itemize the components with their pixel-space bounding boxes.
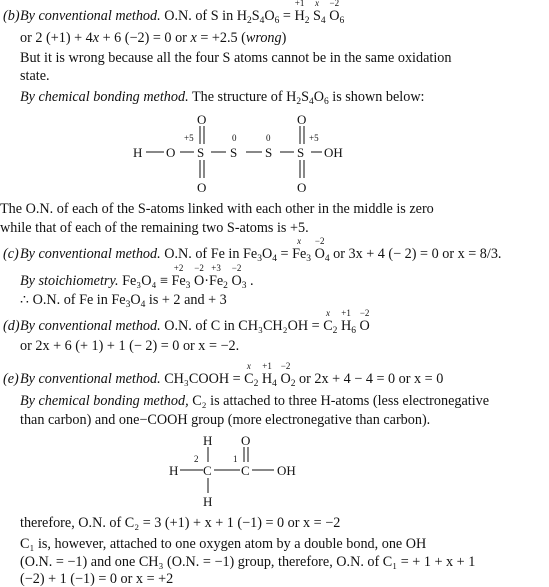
struct-o-top-right: O [297,112,307,127]
struct-p5-left: +5 [184,133,194,143]
struct-o-top-left: O [197,112,207,127]
struct-zero-2: 0 [266,133,271,143]
struct-h: H [133,145,143,160]
e-c1-line2: (O.N. = −1) and one CH₃ (O.N. = −1) group, therefore, O.N. of C₁ = + 1 + x + 1 [20,554,476,570]
b-conv-title: By conventional method. [20,8,161,24]
d-conventional-line: By conventional method. O.N. of C in CH₃CH₂OH = x $C_2$ +1 $H_6$ −2 O [20,308,370,336]
label-d: (d) [3,318,20,334]
b-wrong-line1: But it is wrong because all the four S atoms cannot be in the same oxidation [20,50,452,66]
b-wrong-line2: state. [20,68,50,84]
label-c: (c) [3,246,19,262]
b-ox-o: −2 O [329,0,340,24]
struct-zero-1: 0 [232,133,237,143]
struct-s3: S [265,145,273,160]
ch3-h-top: H [203,433,213,448]
e-conventional-line: By conventional method. CH₃COOH = x $C_2$ +1 $H_4$ −2 $O_2$ or 2x + 4 − 4 = 0 or x = 0 [20,361,444,389]
ch3-h-bottom: H [203,494,213,509]
label-e: (e) [3,371,19,387]
ch3-h-left: H [169,463,179,478]
b-on-line2: while that of each of the remaining two S-atoms is +5. [0,220,309,236]
c2-atom: C [203,463,212,478]
struct-o-left: O [166,145,176,160]
struct-o-bottom-right: O [297,180,307,195]
b-conventional-line: By conventional method. O.N. of S in $H_2S_4O_6$ = +1 $H_2$ x $S_4$ −2 $O_6$ [20,0,345,26]
carbonyl-o: O [241,433,251,448]
label-b: (b) [3,8,20,24]
struct-p5-right: +5 [309,133,319,143]
c-conventional-line: By conventional method. O.N. of Fe in $Fe_3O_4$ = x $Fe_3$ −2 $O_4$ or 3x + 4 (− 2) = 0 or x = 8/3. [20,236,502,264]
b-equation: or 2 (+1) + 4x + 6 (−2) = 0 or x = +2.5 (wrong) [20,30,287,46]
struct-o-bottom-left: O [197,180,207,195]
e-c1-line1: C₁ is, however, attached to one oxygen atom by a double bond, one OH [20,536,427,552]
e-chem-line1: By chemical bonding method, C₂ is attached to three H-atoms (less electronegative [20,393,490,409]
d-equation: or 2x + 6 (+ 1) + 1 (− 2) = 0 or x = −2. [20,338,240,354]
b-on-line1: The O.N. of each of the S-atoms linked with each other in the middle is zero [0,201,434,217]
e-chem-line2: than carbon) and one−COOH group (more electronegative than carbon). [20,412,431,428]
c-therefore: ∴ O.N. of Fe in $Fe_3O_4$ is + 2 and + 3 [20,292,227,310]
c2-label: 2 [194,454,199,464]
b-chem-line: By chemical bonding method. The structure of $H_2S_4O_6$ is shown below: [20,89,425,107]
struct-s1: S [197,145,205,160]
b-ox-h: +1 H [294,0,305,24]
c1-label: 1 [233,454,238,464]
e-therefore: therefore, O.N. of C₂ = 3 (+1) + x + 1 (−1) = 0 or x = −2 [20,515,341,531]
struct-s4: S [297,145,305,160]
c-stoich-line: By stoichiometry. Fe₃O₄ ≡ +2 $Fe_3$ −2 O· +3 $Fe_2$ −2 $O_3$ . [20,263,254,291]
struct-s2: S [230,145,238,160]
struct-oh: OH [324,145,343,160]
b-conv-text: O.N. of S in H [164,8,247,24]
b-ox-s: x S [313,0,321,24]
acid-oh: OH [277,463,296,478]
c1-atom: C [241,463,250,478]
e-c1-line3: (−2) + 1 (−1) = 0 or x = +2 [20,571,174,587]
